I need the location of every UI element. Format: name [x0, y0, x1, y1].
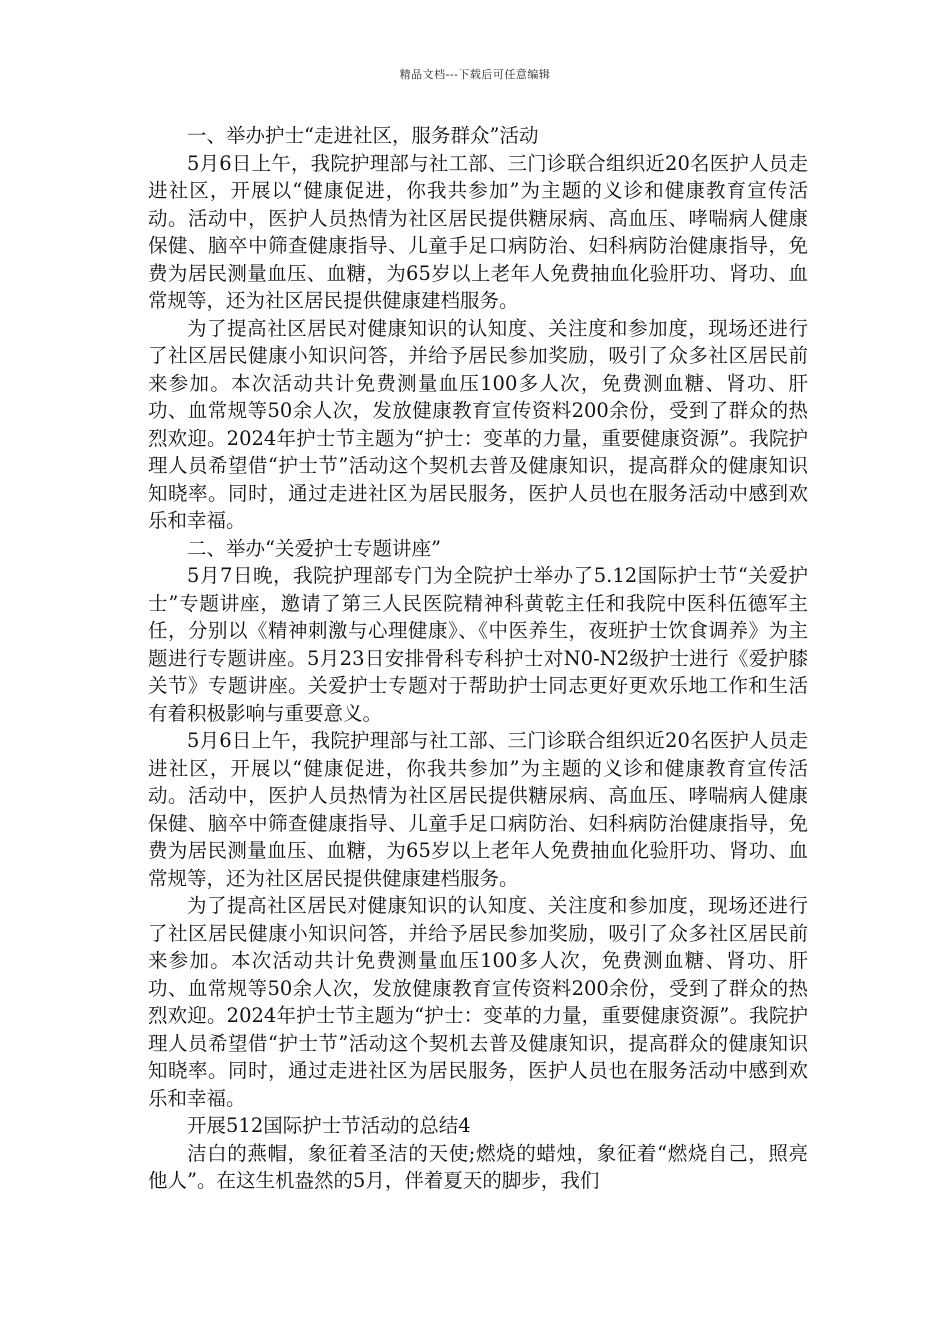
paragraph: 5月7日晚，我院护理部专门为全院护士举办了5.12国际护士节“关爱护士”专题讲座，邀请了第三人民医院精神科黄乾主任和我院中医科伍德军主任，分别以《精神刺激与心理健康》、《中医养生，夜班护士饮食调养》为主题进行专题讲座。5月23日安排骨科专科护士对N0-N2级护士进行《爱护膝关节》专题讲座。关爱护士专题对于帮助护士同志更好更欢乐地工作和生活有着积极影响与重要意义。: [148, 564, 808, 725]
paragraph: 5月6日上午，我院护理部与社工部、三门诊联合组织近20名医护人员走进社区，开展以“健康促进，你我共参加”为主题的义诊和健康教育宣传活动。活动中，医护人员热情为社区居民提供糖尿病、高血压、哮喘病人健康保健、脑卒中筛查健康指导、儿童手足口病防治、妇科病防治健康指导，免费为居民测量血压、血糖，为65岁以上老年人免费抽血化验肝功、肾功、血常规等，还为社区居民提供健康建档服务。: [148, 151, 808, 312]
page-header: 精品文档---下载后可任意编辑: [399, 68, 551, 81]
paragraph: 为了提高社区居民对健康知识的认知度、关注度和参加度，现场还进行了社区居民健康小知识问答，并给予居民参加奖励，吸引了众多社区居民前来参加。本次活动共计免费测量血压100多人次，免费测血糖、肾功、肝功、血常规等50余人次，发放健康教育宣传资料200余份，受到了群众的热烈欢迎。2024年护士节主题为“护士：变革的力量，重要健康资源”。我院护理人员希望借“护士节”活动这个契机去普及健康知识，提高群众的健康知识知晓率。同时，通过走进社区为居民服务，医护人员也在服务活动中感到欢乐和幸福。: [148, 316, 808, 532]
section-heading-2: 二、举办“关爱护士专题讲座”: [187, 536, 441, 560]
paragraph: 为了提高社区居民对健康知识的认知度、关注度和参加度，现场还进行了社区居民健康小知识问答，并给予居民参加奖励，吸引了众多社区居民前来参加。本次活动共计免费测量血压100多人次，免费测血糖、肾功、肝功、血常规等50余人次，发放健康教育宣传资料200余份，受到了群众的热烈欢迎。2024年护士节主题为“护士：变革的力量，重要健康资源”。我院护理人员希望借“护士节”活动这个契机去普及健康知识，提高群众的健康知识知晓率。同时，通过走进社区为居民服务，医护人员也在服务活动中感到欢乐和幸福。: [148, 894, 808, 1110]
paragraph: 5月6日上午，我院护理部与社工部、三门诊联合组织近20名医护人员走进社区，开展以“健康促进，你我共参加”为主题的义诊和健康教育宣传活动。活动中，医护人员热情为社区居民提供糖尿病、高血压、哮喘病人健康保健、脑卒中筛查健康指导、儿童手足口病防治、妇科病防治健康指导，免费为居民测量血压、血糖，为65岁以上老年人免费抽血化验肝功、肾功、血常规等，还为社区居民提供健康建档服务。: [148, 729, 808, 890]
paragraph: 洁白的燕帽，象征着圣洁的天使;燃烧的蜡烛，象征着“燃烧自己，照亮他人”。在这生机盎然的5月，伴着夏天的脚步，我们: [148, 1141, 808, 1192]
document-body: [148, 122, 808, 1195]
section-heading-1: 一、举办护士“走进社区，服务群众”活动: [187, 124, 539, 147]
section-heading-3: 开展512国际护士节活动的总结4: [187, 1114, 471, 1137]
